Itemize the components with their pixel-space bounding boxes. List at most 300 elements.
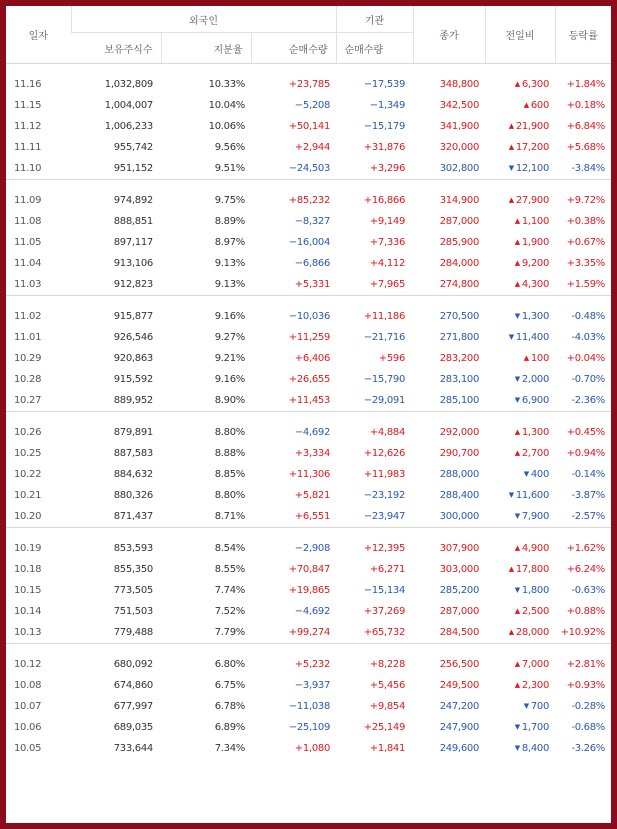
cell-date: 11.11 <box>14 142 42 153</box>
cell-ratio: 8.90% <box>214 395 245 406</box>
cell-ratio: 8.54% <box>161 528 251 560</box>
cell-foreign-net: +6,551 <box>294 511 331 522</box>
cell-foreign-net: −24,503 <box>288 163 331 174</box>
cell-holdings: 871,437 <box>113 511 153 522</box>
change-value: 400 <box>530 469 550 480</box>
table-row <box>6 253 611 274</box>
cell-change <box>485 696 555 717</box>
cell-institution-net: +9,854 <box>369 701 406 712</box>
cell-institution-net: +12,395 <box>336 528 413 560</box>
cell-pct: -0.14% <box>571 469 606 480</box>
cell-holdings: 751,503 <box>113 606 153 617</box>
cell-close: 271,800 <box>439 332 480 343</box>
cell-change <box>485 644 555 676</box>
header-date: 일자 <box>6 6 71 64</box>
change-value: 27,900 <box>515 195 550 206</box>
cell-pct: +5.68% <box>566 142 606 153</box>
cell-close: 300,000 <box>439 511 480 522</box>
cell-ratio: 7.74% <box>214 585 245 596</box>
cell-ratio: 9.21% <box>214 353 245 364</box>
cell-change <box>485 232 555 253</box>
triangle-up-icon: ▲ <box>514 607 520 615</box>
cell-close: 348,800 <box>413 64 485 96</box>
cell-close: 287,000 <box>439 216 480 227</box>
change-value: 11,400 <box>515 332 550 343</box>
cell-institution-net: +9,149 <box>369 216 406 227</box>
cell-foreign-net: +19,865 <box>288 585 331 596</box>
cell-date: 10.28 <box>14 374 42 385</box>
cell-institution-net: +12,626 <box>363 448 406 459</box>
cell-pct: +1.84% <box>555 64 611 96</box>
table-row <box>6 580 611 601</box>
triangle-down-icon: ▼ <box>514 396 520 404</box>
investor-trading-table <box>6 6 611 759</box>
cell-date: 10.19 <box>6 528 71 560</box>
cell-pct: +0.45% <box>555 412 611 444</box>
cell-pct: +0.67% <box>566 237 606 248</box>
change-value: 600 <box>530 100 550 111</box>
cell-close: 303,000 <box>439 564 480 575</box>
cell-date: 11.05 <box>14 237 42 248</box>
cell-institution-net: +1,841 <box>369 743 406 754</box>
cell-date: 10.25 <box>14 448 42 459</box>
table-row <box>6 158 611 180</box>
triangle-up-icon: ▲ <box>514 238 520 246</box>
cell-ratio: 9.56% <box>214 142 245 153</box>
cell-institution-net: +11,983 <box>363 469 406 480</box>
table-frame <box>6 6 611 823</box>
cell-holdings: 855,350 <box>113 564 153 575</box>
table-row <box>6 232 611 253</box>
cell-institution-net: +596 <box>378 353 406 364</box>
cell-pct: +6.84% <box>566 121 606 132</box>
cell-close: 270,500 <box>413 296 485 328</box>
cell-date: 11.02 <box>6 296 71 328</box>
cell-holdings: 689,035 <box>113 722 153 733</box>
cell-holdings: 926,546 <box>113 332 153 343</box>
cell-change <box>485 622 555 644</box>
change-value: 17,800 <box>515 564 550 575</box>
cell-pct: +3.35% <box>566 258 606 269</box>
cell-holdings: 879,891 <box>71 412 161 444</box>
cell-date: 10.13 <box>14 627 42 638</box>
cell-institution-net: −15,790 <box>363 374 406 385</box>
cell-close: 247,900 <box>439 722 480 733</box>
triangle-down-icon: ▼ <box>514 744 520 752</box>
change-value: 6,900 <box>521 395 550 406</box>
triangle-up-icon: ▲ <box>508 143 514 151</box>
cell-ratio: 10.06% <box>208 121 245 132</box>
cell-holdings: 733,644 <box>113 743 153 754</box>
triangle-up-icon: ▲ <box>514 660 520 668</box>
table-row <box>6 369 611 390</box>
cell-pct: +0.88% <box>566 606 606 617</box>
cell-holdings: 915,592 <box>113 374 153 385</box>
triangle-down-icon: ▼ <box>508 164 514 172</box>
cell-holdings: 913,106 <box>113 258 153 269</box>
cell-pct: -2.36% <box>571 395 606 406</box>
cell-foreign-net: −4,692 <box>294 606 331 617</box>
header-ratio: 지분율 <box>161 33 251 64</box>
header-institution-net: 순매수량 <box>336 33 413 64</box>
cell-institution-net: +31,876 <box>363 142 406 153</box>
cell-institution-net: +6,271 <box>369 564 406 575</box>
header-foreign-net: 순매수량 <box>251 33 336 64</box>
cell-date: 11.04 <box>14 258 42 269</box>
cell-institution-net: +37,269 <box>363 606 406 617</box>
cell-ratio: 9.27% <box>214 332 245 343</box>
cell-ratio: 7.79% <box>214 627 245 638</box>
change-value: 11,600 <box>515 490 550 501</box>
cell-holdings: 1,032,809 <box>71 64 161 96</box>
cell-pct: -0.63% <box>571 585 606 596</box>
change-value: 17,200 <box>515 142 550 153</box>
cell-ratio: 9.13% <box>214 279 245 290</box>
cell-holdings: 677,997 <box>113 701 153 712</box>
table-row <box>6 327 611 348</box>
cell-institution-net: +25,149 <box>363 722 406 733</box>
change-value: 1,300 <box>521 311 550 322</box>
cell-date: 10.07 <box>14 701 42 712</box>
change-value: 9,200 <box>521 258 550 269</box>
cell-holdings: 853,593 <box>71 528 161 560</box>
cell-ratio: 6.80% <box>161 644 251 676</box>
table-row <box>6 528 611 560</box>
cell-institution-net: +5,456 <box>369 680 406 691</box>
cell-change <box>485 580 555 601</box>
cell-foreign-net: −11,038 <box>288 701 331 712</box>
triangle-up-icon: ▲ <box>514 681 520 689</box>
cell-foreign-net: −2,908 <box>251 528 336 560</box>
table-row <box>6 64 611 96</box>
cell-foreign-net: +3,334 <box>294 448 331 459</box>
cell-holdings: 912,823 <box>113 279 153 290</box>
cell-date: 11.01 <box>14 332 42 343</box>
cell-holdings: 915,877 <box>71 296 161 328</box>
cell-holdings: 897,117 <box>113 237 153 248</box>
cell-holdings: 889,952 <box>113 395 153 406</box>
cell-ratio: 7.52% <box>214 606 245 617</box>
change-value: 21,900 <box>515 121 550 132</box>
cell-institution-net: +8,228 <box>336 644 413 676</box>
cell-ratio: 6.89% <box>214 722 245 733</box>
cell-date: 10.20 <box>14 511 42 522</box>
triangle-up-icon: ▲ <box>514 259 520 267</box>
cell-pct: +2.81% <box>555 644 611 676</box>
cell-close: 283,200 <box>439 353 480 364</box>
cell-foreign-net: −10,036 <box>251 296 336 328</box>
table-row <box>6 717 611 738</box>
triangle-down-icon: ▼ <box>508 491 514 499</box>
triangle-down-icon: ▼ <box>514 375 520 383</box>
cell-ratio: 9.16% <box>214 374 245 385</box>
change-value: 28,000 <box>515 627 550 638</box>
cell-holdings: 880,326 <box>113 490 153 501</box>
cell-institution-net: −29,091 <box>363 395 406 406</box>
change-value: 6,300 <box>521 79 550 90</box>
cell-date: 10.18 <box>14 564 42 575</box>
table-row <box>6 559 611 580</box>
cell-close: 256,500 <box>413 644 485 676</box>
triangle-down-icon: ▼ <box>523 470 529 478</box>
cell-ratio: 9.13% <box>214 258 245 269</box>
cell-holdings: 974,892 <box>71 180 161 212</box>
cell-foreign-net: +5,232 <box>251 644 336 676</box>
cell-institution-net: +65,732 <box>363 627 406 638</box>
cell-change <box>485 348 555 369</box>
cell-close: 288,000 <box>439 469 480 480</box>
cell-date: 10.08 <box>14 680 42 691</box>
cell-close: 283,100 <box>439 374 480 385</box>
cell-foreign-net: +1,080 <box>294 743 331 754</box>
change-value: 1,100 <box>521 216 550 227</box>
table-row <box>6 644 611 676</box>
cell-foreign-net: +2,944 <box>294 142 331 153</box>
cell-pct: +0.18% <box>566 100 606 111</box>
cell-institution-net: −23,192 <box>363 490 406 501</box>
cell-date: 11.03 <box>14 279 42 290</box>
cell-foreign-net: +11,453 <box>288 395 331 406</box>
cell-institution-net: +4,112 <box>369 258 406 269</box>
cell-pct: +0.38% <box>566 216 606 227</box>
change-value: 12,100 <box>515 163 550 174</box>
cell-date: 10.15 <box>14 585 42 596</box>
cell-holdings: 680,092 <box>71 644 161 676</box>
cell-close: 274,800 <box>439 279 480 290</box>
cell-change <box>485 412 555 444</box>
cell-pct: -3.26% <box>571 743 606 754</box>
table-row <box>6 675 611 696</box>
table-row <box>6 211 611 232</box>
cell-close: 288,400 <box>439 490 480 501</box>
cell-ratio: 8.80% <box>214 490 245 501</box>
cell-date: 10.26 <box>6 412 71 444</box>
cell-ratio: 6.75% <box>214 680 245 691</box>
header-institution: 기관 <box>336 6 413 33</box>
cell-ratio: 10.04% <box>208 100 245 111</box>
cell-foreign-net: −25,109 <box>288 722 331 733</box>
cell-change <box>485 116 555 137</box>
triangle-up-icon: ▲ <box>508 122 514 130</box>
cell-foreign-net: +6,406 <box>294 353 331 364</box>
cell-ratio: 6.78% <box>214 701 245 712</box>
cell-pct: +1.62% <box>555 528 611 560</box>
cell-institution-net: +11,186 <box>336 296 413 328</box>
triangle-up-icon: ▲ <box>514 544 520 552</box>
cell-ratio: 8.80% <box>161 412 251 444</box>
triangle-down-icon: ▼ <box>514 312 520 320</box>
cell-close: 284,000 <box>439 258 480 269</box>
cell-pct: -3.87% <box>571 490 606 501</box>
cell-change <box>485 296 555 328</box>
cell-pct: +0.94% <box>566 448 606 459</box>
change-value: 4,300 <box>521 279 550 290</box>
cell-change <box>485 327 555 348</box>
table-row <box>6 696 611 717</box>
table-row <box>6 116 611 137</box>
cell-close: 307,900 <box>413 528 485 560</box>
cell-change <box>485 738 555 759</box>
triangle-up-icon: ▲ <box>523 354 529 362</box>
cell-holdings: 951,152 <box>113 163 153 174</box>
cell-date: 10.05 <box>14 743 42 754</box>
cell-institution-net: −21,716 <box>363 332 406 343</box>
cell-foreign-net: +5,821 <box>294 490 331 501</box>
triangle-down-icon: ▼ <box>514 723 520 731</box>
change-value: 1,300 <box>521 427 550 438</box>
table-row <box>6 390 611 412</box>
cell-foreign-net: +85,232 <box>251 180 336 212</box>
cell-date: 10.06 <box>14 722 42 733</box>
cell-date: 10.14 <box>14 606 42 617</box>
table-row <box>6 443 611 464</box>
cell-pct: +10.92% <box>560 627 606 638</box>
change-value: 1,800 <box>521 585 550 596</box>
triangle-down-icon: ▼ <box>508 333 514 341</box>
cell-ratio: 8.71% <box>214 511 245 522</box>
header-pct: 등락률 <box>555 6 611 64</box>
cell-foreign-net: −3,937 <box>294 680 331 691</box>
header-close: 종가 <box>413 6 485 64</box>
cell-change <box>485 95 555 116</box>
cell-date: 11.12 <box>14 121 42 132</box>
cell-institution-net: +16,866 <box>336 180 413 212</box>
cell-holdings: 920,863 <box>113 353 153 364</box>
table-row <box>6 180 611 212</box>
cell-change <box>485 180 555 212</box>
change-value: 2,300 <box>521 680 550 691</box>
table-row <box>6 738 611 759</box>
cell-close: 342,500 <box>439 100 480 111</box>
triangle-up-icon: ▲ <box>514 80 520 88</box>
cell-holdings: 955,742 <box>113 142 153 153</box>
cell-pct: -4.03% <box>571 332 606 343</box>
cell-change <box>485 369 555 390</box>
table-row <box>6 274 611 296</box>
cell-date: 11.15 <box>14 100 42 111</box>
cell-institution-net: −17,539 <box>336 64 413 96</box>
cell-change <box>485 211 555 232</box>
cell-ratio: 7.34% <box>214 743 245 754</box>
change-value: 700 <box>530 701 550 712</box>
cell-foreign-net: +5,331 <box>294 279 331 290</box>
change-value: 2,000 <box>521 374 550 385</box>
cell-date: 10.21 <box>14 490 42 501</box>
table-row <box>6 485 611 506</box>
cell-pct: +0.04% <box>566 353 606 364</box>
triangle-down-icon: ▼ <box>514 512 520 520</box>
cell-change <box>485 601 555 622</box>
cell-foreign-net: +11,306 <box>288 469 331 480</box>
cell-pct: -3.84% <box>571 163 606 174</box>
header-holdings: 보유주식수 <box>71 33 161 64</box>
cell-close: 287,000 <box>439 606 480 617</box>
cell-holdings: 674,860 <box>113 680 153 691</box>
cell-foreign-net: −6,866 <box>294 258 331 269</box>
table-row <box>6 348 611 369</box>
cell-date: 10.29 <box>14 353 42 364</box>
table-row <box>6 464 611 485</box>
cell-date: 11.16 <box>6 64 71 96</box>
cell-holdings: 779,488 <box>113 627 153 638</box>
cell-change <box>485 274 555 296</box>
cell-change <box>485 506 555 528</box>
cell-change <box>485 158 555 180</box>
cell-ratio: 8.88% <box>214 448 245 459</box>
triangle-up-icon: ▲ <box>514 280 520 288</box>
change-value: 8,400 <box>521 743 550 754</box>
cell-pct: +1.59% <box>566 279 606 290</box>
cell-date: 10.22 <box>14 469 42 480</box>
cell-institution-net: +4,884 <box>336 412 413 444</box>
cell-foreign-net: +23,785 <box>251 64 336 96</box>
cell-change <box>485 675 555 696</box>
cell-date: 11.09 <box>6 180 71 212</box>
cell-change <box>485 137 555 158</box>
table-row <box>6 622 611 644</box>
cell-close: 285,100 <box>439 395 480 406</box>
cell-pct: +9.72% <box>555 180 611 212</box>
cell-institution-net: +7,336 <box>369 237 406 248</box>
change-value: 2,700 <box>521 448 550 459</box>
cell-institution-net: −23,947 <box>363 511 406 522</box>
cell-foreign-net: −16,004 <box>288 237 331 248</box>
table-header <box>6 6 611 64</box>
cell-close: 285,900 <box>439 237 480 248</box>
cell-close: 290,700 <box>439 448 480 459</box>
cell-ratio: 9.51% <box>214 163 245 174</box>
cell-close: 249,600 <box>439 743 480 754</box>
table-row <box>6 296 611 328</box>
cell-institution-net: −15,179 <box>363 121 406 132</box>
triangle-up-icon: ▲ <box>508 196 514 204</box>
cell-date: 10.27 <box>14 395 42 406</box>
cell-institution-net: −15,134 <box>363 585 406 596</box>
cell-ratio: 8.85% <box>214 469 245 480</box>
cell-change <box>485 390 555 412</box>
cell-close: 247,200 <box>439 701 480 712</box>
cell-pct: -0.70% <box>571 374 606 385</box>
cell-close: 292,000 <box>413 412 485 444</box>
cell-change <box>485 717 555 738</box>
table-row <box>6 412 611 444</box>
cell-foreign-net: +26,655 <box>288 374 331 385</box>
change-value: 4,900 <box>521 543 550 554</box>
table-row <box>6 137 611 158</box>
triangle-up-icon: ▲ <box>514 449 520 457</box>
cell-pct: +0.93% <box>566 680 606 691</box>
cell-foreign-net: +11,259 <box>288 332 331 343</box>
cell-holdings: 884,632 <box>113 469 153 480</box>
change-value: 100 <box>530 353 550 364</box>
cell-ratio: 8.55% <box>214 564 245 575</box>
cell-ratio: 9.75% <box>161 180 251 212</box>
table-row <box>6 506 611 528</box>
cell-holdings: 1,006,233 <box>104 121 153 132</box>
change-value: 1,700 <box>521 722 550 733</box>
cell-foreign-net: −5,208 <box>294 100 331 111</box>
cell-ratio: 8.89% <box>214 216 245 227</box>
cell-institution-net: +3,296 <box>369 163 406 174</box>
cell-change <box>485 485 555 506</box>
cell-close: 341,900 <box>439 121 480 132</box>
triangle-down-icon: ▼ <box>523 702 529 710</box>
cell-foreign-net: −8,327 <box>294 216 331 227</box>
cell-change <box>485 253 555 274</box>
cell-close: 314,900 <box>413 180 485 212</box>
cell-foreign-net: +50,141 <box>288 121 331 132</box>
table-row <box>6 601 611 622</box>
